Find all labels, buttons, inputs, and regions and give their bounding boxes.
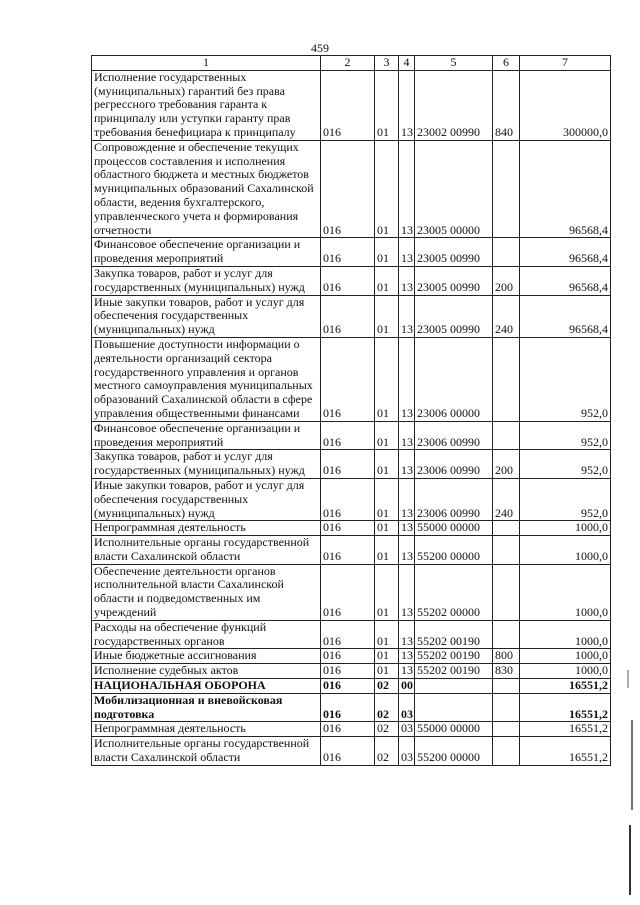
amount: 16551,2: [520, 693, 611, 722]
section-code: 01: [375, 478, 399, 520]
expense-type-code: 240: [493, 478, 520, 520]
amount: 952,0: [520, 478, 611, 520]
amount: 96568,4: [520, 140, 611, 238]
budget-table: [91, 55, 611, 766]
subsection-code: 13: [399, 140, 415, 238]
table-row: [92, 536, 611, 565]
subsection-code: 13: [399, 238, 415, 267]
section-code: 01: [375, 266, 399, 295]
table-row: [92, 664, 611, 679]
table-row: [92, 649, 611, 664]
table-row: [92, 521, 611, 536]
target-article-code: [415, 679, 493, 694]
target-article-code: 55000 00000: [415, 521, 493, 536]
section-code: 01: [375, 421, 399, 450]
expense-type-code: [493, 140, 520, 238]
column-header: 4: [399, 56, 415, 71]
table-row: [92, 295, 611, 337]
subsection-code: 13: [399, 620, 415, 649]
row-name: Непрограммная деятельность: [92, 521, 321, 536]
row-name: Исполнение государственных (муниципальных) гарантий без права регрессного требования гаранта к принципалу или уступки гаранту прав требования бенефициара к принципалу: [92, 70, 321, 140]
target-article-code: 55200 00000: [415, 737, 493, 766]
column-header: 5: [415, 56, 493, 71]
target-article-code: 23005 00990: [415, 266, 493, 295]
table-row: [92, 693, 611, 722]
row-name: Исполнительные органы государственной власти Сахалинской области: [92, 536, 321, 565]
amount: 16551,2: [520, 737, 611, 766]
subsection-code: 00: [399, 679, 415, 694]
ved-code: 016: [321, 536, 375, 565]
row-name: Непрограммная деятельность: [92, 722, 321, 737]
subsection-code: 13: [399, 295, 415, 337]
ved-code: 016: [321, 70, 375, 140]
section-code: 02: [375, 722, 399, 737]
expense-type-code: [493, 421, 520, 450]
subsection-code: 13: [399, 521, 415, 536]
expense-type-code: 830: [493, 664, 520, 679]
amount: 300000,0: [520, 70, 611, 140]
row-name: Финансовое обеспечение организации и проведения мероприятий: [92, 421, 321, 450]
section-code: 02: [375, 737, 399, 766]
page-number: 459: [311, 41, 329, 55]
section-code: 01: [375, 295, 399, 337]
expense-type-code: [493, 679, 520, 694]
amount: 952,0: [520, 421, 611, 450]
table-row: [92, 421, 611, 450]
subsection-code: 03: [399, 693, 415, 722]
target-article-code: 23006 00990: [415, 478, 493, 520]
expense-type-code: [493, 620, 520, 649]
column-number-row: [92, 56, 611, 71]
ved-code: 016: [321, 140, 375, 238]
section-code: 01: [375, 337, 399, 421]
section-code: 01: [375, 564, 399, 620]
expense-type-code: [493, 564, 520, 620]
section-code: 01: [375, 536, 399, 565]
target-article-code: 23002 00990: [415, 70, 493, 140]
table-row: [92, 737, 611, 766]
subsection-code: 13: [399, 266, 415, 295]
expense-type-code: [493, 337, 520, 421]
section-code: 01: [375, 620, 399, 649]
expense-type-code: 200: [493, 266, 520, 295]
row-name: Мобилизационная и вневойсковая подготовка: [92, 693, 321, 722]
table-row: [92, 722, 611, 737]
subsection-code: 13: [399, 70, 415, 140]
ved-code: 016: [321, 649, 375, 664]
subsection-code: 13: [399, 649, 415, 664]
row-name: Закупка товаров, работ и услуг для государственных (муниципальных) нужд: [92, 266, 321, 295]
subsection-code: 13: [399, 664, 415, 679]
ved-code: 016: [321, 564, 375, 620]
ved-code: 016: [321, 521, 375, 536]
section-code: 02: [375, 693, 399, 722]
row-name: Сопровождение и обеспечение текущих процессов составления и исполнения областного бюджета и местных бюджетов муниципальных образований Сахалинской области, ведения бухгалтерского, управленческого учета и формирования отчетности: [92, 140, 321, 238]
ved-code: 016: [321, 737, 375, 766]
expense-type-code: [493, 536, 520, 565]
section-code: 02: [375, 679, 399, 694]
subsection-code: 03: [399, 722, 415, 737]
section-code: 01: [375, 238, 399, 267]
amount: 16551,2: [520, 722, 611, 737]
target-article-code: 23006 00990: [415, 421, 493, 450]
expense-type-code: [493, 722, 520, 737]
target-article-code: 55202 00000: [415, 564, 493, 620]
ved-code: 016: [321, 337, 375, 421]
row-name: Финансовое обеспечение организации и проведения мероприятий: [92, 238, 321, 267]
target-article-code: 23006 00000: [415, 337, 493, 421]
expense-type-code: 840: [493, 70, 520, 140]
amount: 952,0: [520, 337, 611, 421]
expense-type-code: [493, 238, 520, 267]
amount: 96568,4: [520, 295, 611, 337]
row-name: Повышение доступности информации о деятельности организаций сектора государственного управления и органов местного самоуправления муниципальных образований Сахалинской области в сфере управления общественными финансами: [92, 337, 321, 421]
expense-type-code: [493, 521, 520, 536]
ved-code: 016: [321, 421, 375, 450]
ved-code: 016: [321, 478, 375, 520]
row-name: Обеспечение деятельности органов исполнительной власти Сахалинской области и подведомственных им учреждений: [92, 564, 321, 620]
row-name: Иные закупки товаров, работ и услуг для обеспечения государственных (муниципальных) нужд: [92, 295, 321, 337]
section-code: 01: [375, 649, 399, 664]
ved-code: 016: [321, 679, 375, 694]
table-row: [92, 620, 611, 649]
target-article-code: 55202 00190: [415, 620, 493, 649]
target-article-code: 55200 00000: [415, 536, 493, 565]
subsection-code: 13: [399, 564, 415, 620]
row-name: Иные бюджетные ассигнования: [92, 649, 321, 664]
amount: 96568,4: [520, 238, 611, 267]
row-name: Иные закупки товаров, работ и услуг для обеспечения государственных (муниципальных) нужд: [92, 478, 321, 520]
subsection-code: 03: [399, 737, 415, 766]
amount: 1000,0: [520, 620, 611, 649]
subsection-code: 13: [399, 478, 415, 520]
table-row: [92, 70, 611, 140]
subsection-code: 13: [399, 450, 415, 479]
target-article-code: 23006 00990: [415, 450, 493, 479]
ved-code: 016: [321, 664, 375, 679]
row-name: Закупка товаров, работ и услуг для государственных (муниципальных) нужд: [92, 450, 321, 479]
table-row: [92, 450, 611, 479]
row-name: Исполнение судебных актов: [92, 664, 321, 679]
amount: 96568,4: [520, 266, 611, 295]
ved-code: 016: [321, 450, 375, 479]
subsection-code: 13: [399, 421, 415, 450]
table-row: [92, 679, 611, 694]
amount: 1000,0: [520, 664, 611, 679]
target-article-code: [415, 693, 493, 722]
table-row: [92, 337, 611, 421]
section-code: 01: [375, 140, 399, 238]
column-header: 1: [92, 56, 321, 71]
target-article-code: 55202 00190: [415, 664, 493, 679]
row-name: НАЦИОНАЛЬНАЯ ОБОРОНА: [92, 679, 321, 694]
ved-code: 016: [321, 722, 375, 737]
target-article-code: 55202 00190: [415, 649, 493, 664]
target-article-code: 23005 00990: [415, 295, 493, 337]
amount: 1000,0: [520, 521, 611, 536]
expense-type-code: 240: [493, 295, 520, 337]
table-row: [92, 478, 611, 520]
amount: 16551,2: [520, 679, 611, 694]
amount: 1000,0: [520, 536, 611, 565]
table-row: [92, 140, 611, 238]
subsection-code: 13: [399, 337, 415, 421]
expense-type-code: 800: [493, 649, 520, 664]
table-row: [92, 238, 611, 267]
column-header: 2: [321, 56, 375, 71]
ved-code: 016: [321, 693, 375, 722]
target-article-code: 23005 00000: [415, 140, 493, 238]
column-header: 6: [493, 56, 520, 71]
subsection-code: 13: [399, 536, 415, 565]
expense-type-code: 200: [493, 450, 520, 479]
amount: 1000,0: [520, 649, 611, 664]
section-code: 01: [375, 664, 399, 679]
ved-code: 016: [321, 295, 375, 337]
ved-code: 016: [321, 266, 375, 295]
amount: 1000,0: [520, 564, 611, 620]
target-article-code: 55000 00000: [415, 722, 493, 737]
ved-code: 016: [321, 620, 375, 649]
ved-code: 016: [321, 238, 375, 267]
scan-marks: [616, 660, 640, 905]
table-row: [92, 266, 611, 295]
expense-type-code: [493, 737, 520, 766]
row-name: Исполнительные органы государственной власти Сахалинской области: [92, 737, 321, 766]
amount: 952,0: [520, 450, 611, 479]
column-header: 3: [375, 56, 399, 71]
column-header: 7: [520, 56, 611, 71]
expense-type-code: [493, 693, 520, 722]
section-code: 01: [375, 70, 399, 140]
row-name: Расходы на обеспечение функций государственных органов: [92, 620, 321, 649]
table-row: [92, 564, 611, 620]
section-code: 01: [375, 450, 399, 479]
target-article-code: 23005 00990: [415, 238, 493, 267]
section-code: 01: [375, 521, 399, 536]
